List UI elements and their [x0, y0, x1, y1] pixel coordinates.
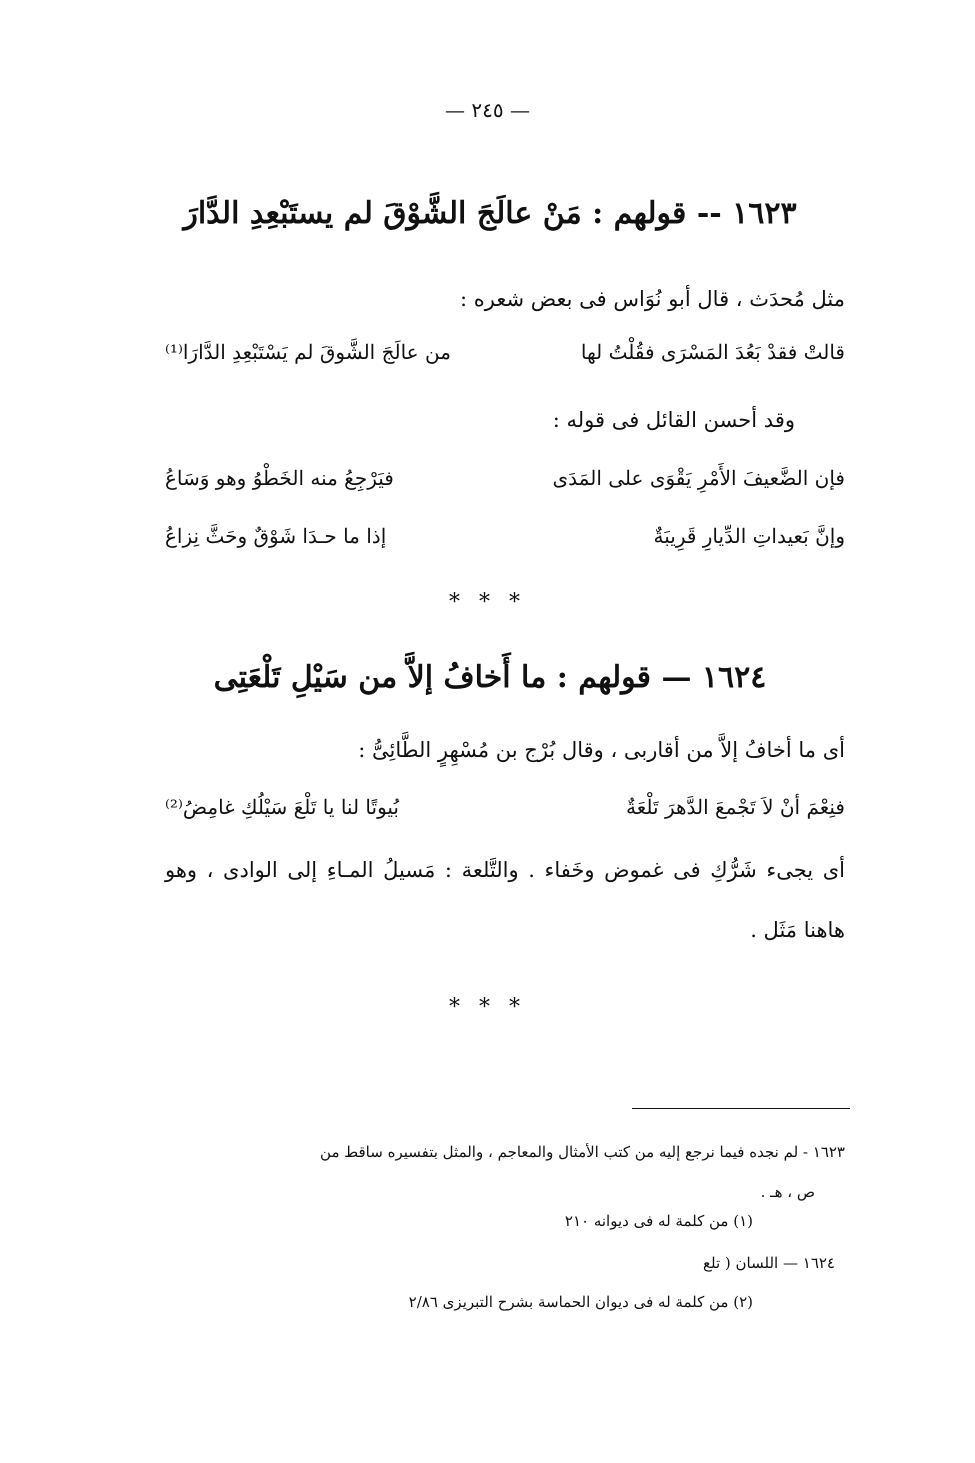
entry-1623-verse-3: [165, 524, 845, 548]
verse-hemistich-second: من عالَجَ الشَّوقَ لم يَسْتَبْعِدِ الدَّارَا⁽¹⁾: [165, 340, 451, 364]
section-separator: * * *: [449, 590, 526, 615]
entry-1623-intro: مثل مُحدَث ، قال أبو نُوَاس فى بعض شعره :: [460, 287, 845, 311]
entry-1624-intro: أى ما أخافُ إلاَّ من أقاربى ، وقال بُرْج بن مُسْهِرٍ الطَّائِىُّ :: [358, 738, 845, 762]
page-number: — ٢٤٥ —: [445, 98, 530, 122]
verse-hemistich-first: قالتْ فقدْ بَعُدَ المَسْرَى فقُلْتُ لها: [580, 340, 845, 364]
verse-hemistich-second: إذا ما حـدَا شَوْقٌ وحَثَّ نِزاعُ: [165, 524, 387, 548]
footnote-1624: ١٦٢٤ — اللسان ( تلع: [703, 1254, 835, 1272]
verse-hemistich-second: بُيوتًا لنا يا تَلْعَ سَيْلُكِ غامِضُ⁽²⁾: [165, 795, 399, 819]
footnote-rule: [632, 1108, 850, 1109]
entry-1623-verse-2: [165, 466, 845, 490]
entry-1624-line: أى يجىء شَرُّكِ فى غموض وخَفاء . والتَّلعة : مَسيلُ المـاءِ إلى الوادى ، وهو: [165, 858, 845, 882]
footnote-note-1: (١) من كلمة له فى ديوانه ٢١٠: [564, 1212, 753, 1230]
entry-heading-1623: ١٦٢٣ -- قولهم : مَنْ عالَجَ الشَّوْقَ لم يستَبْعِدِ الدَّارَ: [183, 196, 797, 231]
entry-1623-line: وقد أحسن القائل فى قوله :: [552, 408, 795, 432]
verse-hemistich-first: فنِعْمَ أنْ لاَ تَجْمعَ الدَّهرَ تَلْعَةٌ: [626, 795, 845, 819]
entry-heading-1624: ١٦٢٤ — قولهم : ما أَخافُ إلاَّ من سَيْلِ تَلْعَتِى: [213, 660, 767, 695]
footnote-1623-cont: ص ، هـ .: [760, 1183, 815, 1201]
verse-hemistich-first: وإنَّ بَعيداتِ الدِّيارِ قَرِيبَةٌ: [653, 524, 845, 548]
verse-hemistich-second: فيَرْجِعُ منه الخَطْوُ وهو وَسَاعُ: [165, 466, 394, 490]
verse-hemistich-first: فإن الضَّعيفَ الأَمْرِ يَقْوَى على المَدَى: [552, 466, 845, 490]
entry-1624-verse-1: [165, 795, 845, 819]
section-separator: * * *: [449, 995, 526, 1020]
entry-1623-verse-1: [165, 340, 845, 364]
footnote-note-2: (٢) من كلمة له فى ديوان الحماسة بشرح التبريزى ٢/٨٦: [408, 1293, 753, 1311]
footnote-1623: ١٦٢٣ - لم نجده فيما نرجع إليه من كتب الأمثال والمعاجم ، والمثل بتفسيره ساقط من: [320, 1143, 845, 1161]
entry-1624-line-end: هاهنا مَثَل .: [750, 918, 845, 942]
